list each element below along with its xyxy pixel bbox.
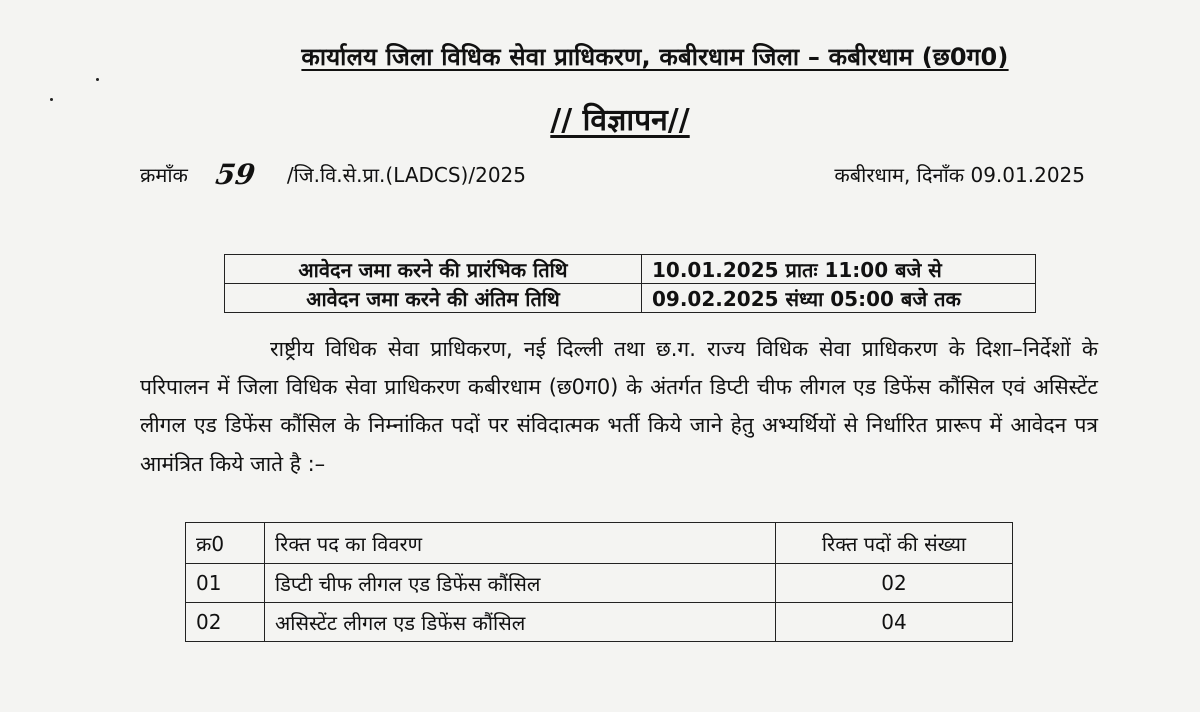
- office-heading: कार्यालय जिला विधिक सेवा प्राधिकरण, कबीरधाम जिला – कबीरधाम (छ0ग0): [301, 43, 1009, 71]
- table-header-row: [186, 523, 1013, 564]
- table-row: [186, 564, 1013, 603]
- schedule-table: [224, 254, 1036, 313]
- row-count: 04: [776, 603, 1013, 642]
- table-row: [186, 603, 1013, 642]
- table-row: [225, 284, 1036, 313]
- cut-off-text-line: [128, 682, 1078, 712]
- body-paragraph: [140, 330, 1098, 483]
- row-sno: 02: [186, 603, 265, 642]
- column-header: रिक्त पदों की संख्या: [776, 523, 1013, 564]
- table-row: [225, 255, 1036, 284]
- schedule-value: 10.01.2025 प्रातः 11:00 बजे से: [642, 255, 1036, 284]
- schedule-label: आवेदन जमा करने की अंतिम तिथि: [225, 284, 642, 313]
- row-post: डिप्टी चीफ लीगल एड डिफेंस कौंसिल: [265, 564, 776, 603]
- row-sno: 01: [186, 564, 265, 603]
- schedule-value: 09.02.2025 संध्या 05:00 बजे तक: [642, 284, 1036, 313]
- vacancy-table: [185, 522, 1013, 642]
- handwritten-number: 59: [213, 158, 258, 191]
- advertisement-title: // विज्ञापन//: [550, 103, 690, 138]
- speck: [96, 78, 99, 81]
- row-count: 02: [776, 564, 1013, 603]
- body-text: राष्ट्रीय विधिक सेवा प्राधिकरण, नई दिल्ली तथा छ.ग. राज्य विधिक सेवा प्राधिकरण के दिशा–निर्देशों के परिपालन में जिला विधिक सेवा प्राधिकरण कबीरधाम (छ0ग0) के अंतर्गत डिप्टी चीफ लीगल एड डिफेंस कौंसिल एवं असिस्टेंट लीगल एड डिफेंस कौंसिल के निम्नांकित पदों पर संविदात्मक भर्ती किये जाने हेतु अभ्यर्थियों से निर्धारित प्रारूप में आवेदन पत्र आमंत्रित किये जाते है :–: [140, 337, 1098, 476]
- schedule-label: आवेदन जमा करने की प्रारंभिक तिथि: [225, 255, 642, 284]
- column-header: क्र0: [186, 523, 265, 564]
- column-header: रिक्त पद का विवरण: [265, 523, 776, 564]
- reference-row: [140, 158, 1085, 191]
- reference-code: /जि.वि.से.प्रा.(LADCS)/2025: [286, 163, 526, 187]
- place-date: कबीरधाम, दिनाँक 09.01.2025: [834, 163, 1085, 187]
- row-post: असिस्टेंट लीगल एड डिफेंस कौंसिल: [265, 603, 776, 642]
- reference-left: [140, 158, 526, 191]
- reference-label: क्रमाँक: [140, 163, 188, 187]
